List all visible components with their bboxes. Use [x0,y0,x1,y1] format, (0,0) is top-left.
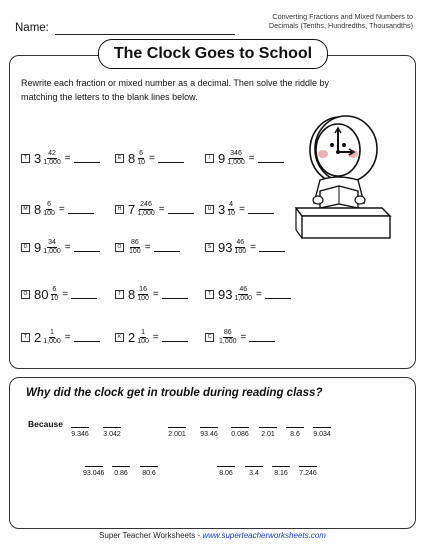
answer-blank[interactable] [248,205,274,214]
whole-number: 3 [218,201,226,217]
fraction [137,201,155,218]
riddle-blank[interactable] [231,427,249,438]
riddle-blank[interactable] [217,466,235,477]
problem-5 [115,198,194,220]
equals-sign: = [64,241,71,253]
denominator: 1,000 [227,158,245,166]
problem-letter: O [21,290,30,299]
decimal-code: 7.246 [299,470,317,477]
decimal-code: 3.042 [103,431,121,438]
riddle-blank[interactable] [299,466,317,477]
riddle-blank[interactable] [140,466,158,477]
problem-4 [21,198,94,220]
decimal-code: 93.046 [83,470,105,477]
problem-15 [205,326,275,348]
problem-6 [205,198,274,220]
numerator: 1 [141,328,146,336]
equals-sign: = [152,331,159,343]
problem-letter: S [205,243,214,252]
riddle-blank[interactable] [168,427,186,438]
numerator: 1 [50,328,54,336]
whole-number: 3 [34,150,42,166]
numerator: 246 [140,200,152,208]
whole-number: 2 [128,329,136,345]
problem-3 [205,147,284,169]
answer-blank[interactable] [265,290,291,299]
fraction [50,286,58,303]
numerator: 346 [230,149,242,157]
decimal-code: 93.46 [200,431,218,438]
decimal-code: 8.06 [219,470,233,477]
whole-number: 93 [218,286,233,302]
fraction [43,239,61,256]
problem-letter: T [21,154,30,163]
decimal-code: 8.16 [274,470,288,477]
answer-blank[interactable] [258,154,284,163]
decimal-code: 2.01 [261,431,275,438]
fraction [234,239,246,256]
problem-letter: H [115,205,124,214]
clock-reading-illustration [290,108,410,258]
equals-sign: = [256,288,262,300]
equals-sign: = [158,203,165,215]
equals-sign: = [149,152,155,164]
equals-sign: = [58,203,65,215]
numerator: 86 [130,238,139,246]
problem-letter: D [21,243,30,252]
equals-sign: = [62,288,69,300]
answer-blank[interactable] [71,290,97,299]
problem-letter: K [115,333,124,342]
answer-blank[interactable] [259,243,285,252]
footer [0,531,425,540]
fraction [227,150,245,167]
riddle-blank[interactable] [259,427,277,438]
problem-1 [21,147,100,169]
answer-blank[interactable] [158,154,184,163]
equals-sign: = [64,331,71,343]
answer-blank[interactable] [74,243,100,252]
fraction [129,239,141,256]
problem-letter: T [205,290,214,299]
denominator: 100 [137,337,149,345]
fraction [137,329,149,346]
numerator: 46 [236,238,245,246]
problem-14 [115,326,188,348]
numerator: 86 [223,328,232,336]
fraction [43,329,61,346]
problem-letter: I [205,154,214,163]
equals-sign: = [152,288,159,300]
fraction [234,286,252,303]
whole-number: 9 [218,150,226,166]
equals-sign: = [239,203,245,215]
name-label: Name: [15,22,49,34]
problem-letter: T [21,333,30,342]
decimal-code: 9.346 [71,431,89,438]
equals-sign: = [248,152,255,164]
answer-blank[interactable] [74,154,100,163]
problem-letter: M [21,205,30,214]
fraction [219,329,237,346]
denominator: 100 [43,209,55,217]
equals-sign: = [64,152,71,164]
numerator: 6 [52,285,57,293]
problem-letter: U [205,205,214,214]
whole-number: 8 [128,286,136,302]
whole-number: 9 [34,239,42,255]
riddle-question: Why did the clock get in trouble during reading class? [26,387,323,399]
answer-blank[interactable] [74,333,100,342]
numerator: 34 [48,238,56,246]
problem-11 [115,283,188,305]
equals-sign: = [144,241,151,253]
riddle-blank[interactable] [71,427,89,438]
decimal-code: 3.4 [249,470,259,477]
problem-letter: T [115,290,124,299]
problem-7 [21,236,100,258]
problem-letter: C [205,333,214,342]
whole-number: 8 [128,150,136,166]
problem-10 [21,283,97,305]
denominator: 10 [50,294,59,302]
numerator: 42 [48,149,56,157]
denominator: 10 [137,158,146,166]
denominator: 100 [129,247,141,255]
footer-url[interactable]: www.superteacherworksheets.com [202,531,326,540]
fraction [137,150,145,167]
denominator: 1,000 [234,294,252,302]
numerator: 6 [139,149,144,157]
footer-brand: Super Teacher Worksheets - [99,531,203,540]
problem-letter: O [115,243,124,252]
answer-blank[interactable] [249,333,275,342]
denominator: 100 [137,294,149,302]
numerator: 4 [229,200,234,208]
numerator: 46 [239,285,248,293]
riddle-blank[interactable] [83,466,104,477]
worksheet-topic: Converting Fractions and Mixed Numbers to Decimals (Tenths, Hundredths, Thousandths) [268,12,413,30]
name-field-line[interactable] [55,34,235,35]
riddle-blank[interactable] [286,427,304,438]
riddle-blank[interactable] [272,466,290,477]
worksheet-title: The Clock Goes to School [98,39,328,69]
whole-number: 80 [34,286,49,302]
whole-number: 8 [34,201,42,217]
whole-number: 7 [128,201,136,217]
denominator: 1,000 [43,158,61,166]
decimal-code: 0.86 [114,470,128,477]
equals-sign: = [250,241,256,253]
problem-12 [205,283,291,305]
answer-blank[interactable] [162,333,188,342]
answer-blank[interactable] [68,205,94,214]
riddle-blank[interactable] [245,466,263,477]
fraction [227,201,235,218]
denominator: 1,000 [137,209,155,217]
fraction [137,286,149,303]
numerator: 16 [139,285,147,293]
riddle-blank[interactable] [313,427,331,438]
answer-blank[interactable] [168,205,194,214]
numerator: 6 [47,200,52,208]
fraction [43,150,61,167]
decimal-code: 8.6 [290,431,300,438]
denominator: 100 [234,247,247,255]
whole-number: 93 [218,239,233,255]
problem-13 [21,326,100,348]
riddle-blank[interactable] [200,427,218,438]
riddle-panel [9,377,416,529]
denominator: 1,000 [219,337,237,345]
fraction [43,201,55,218]
denominator: 10 [227,209,236,217]
problem-9 [205,236,285,258]
riddle-blank[interactable] [112,466,130,477]
equals-sign: = [240,331,247,343]
answer-blank[interactable] [154,243,180,252]
answer-blank[interactable] [162,290,188,299]
problem-letter: E [115,154,124,163]
decimal-code: 9.034 [313,431,331,438]
because-label: Because [28,419,63,429]
whole-number: 2 [34,329,42,345]
decimal-code: 2.001 [168,431,186,438]
decimal-code: 0.086 [231,431,249,438]
problem-2 [115,147,184,169]
instructions: Rewrite each fraction or mixed number as a decimal. Then solve the riddle by matching the letters to the blank lines below. [21,78,329,102]
problem-8 [115,236,180,258]
decimal-code: 80.6 [142,470,156,477]
denominator: 1,000 [43,247,61,255]
denominator: 1,000 [43,337,61,345]
riddle-blank[interactable] [103,427,121,438]
